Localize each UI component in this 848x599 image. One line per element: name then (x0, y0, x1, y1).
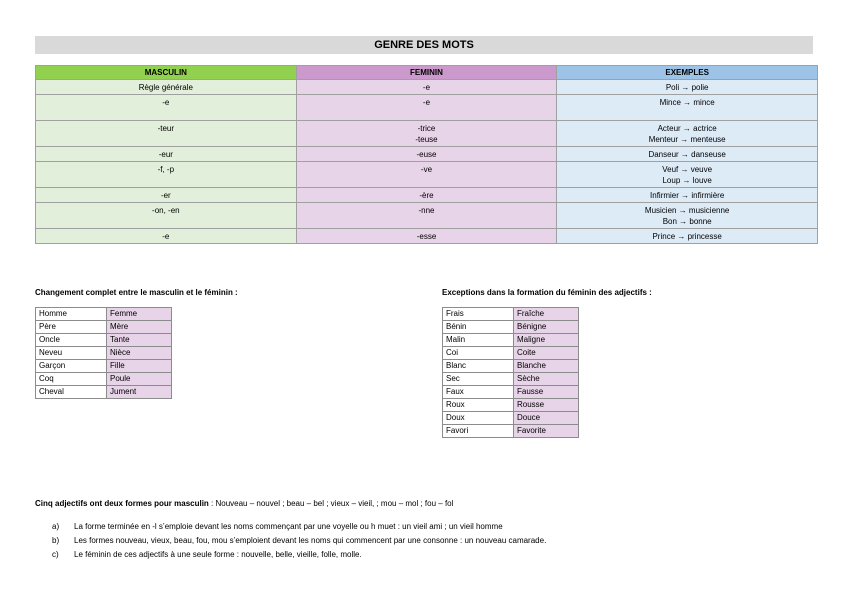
changement-feminin-cell: Mère (107, 321, 172, 334)
exception-feminin-cell: Favorite (514, 425, 579, 438)
changement-masculin-cell: Homme (36, 308, 107, 321)
table-row (36, 80, 818, 95)
feminin-cell (296, 162, 557, 188)
exemples-cell-line: Infirmier → infirmière (650, 191, 725, 200)
exception-feminin-cell: Fausse (514, 386, 579, 399)
exception-masculin-cell: Roux (443, 399, 514, 412)
exception-feminin-cell: Fraîche (514, 308, 579, 321)
changement-feminin-cell: Tante (107, 334, 172, 347)
exception-row (443, 360, 579, 373)
feminin-cell-line: -trice (417, 124, 436, 133)
table-row (36, 162, 818, 188)
masculin-cell-line: -eur (158, 150, 173, 159)
header-masculin: MASCULIN (36, 66, 297, 80)
exception-masculin-cell: Frais (443, 308, 514, 321)
exception-row (443, 425, 579, 438)
genre-table-header-row (36, 66, 818, 80)
feminin-cell (296, 229, 557, 244)
exception-row (443, 334, 579, 347)
feminin-cell (296, 121, 557, 147)
feminin-cell-line: -e (422, 83, 431, 92)
exception-feminin-cell: Maligne (514, 334, 579, 347)
note-text: Les formes nouveau, vieux, beau, fou, mou s’emploient devant les noms qui commencent par une consonne : un nouveau camarade. (74, 536, 547, 545)
exception-masculin-cell: Blanc (443, 360, 514, 373)
masculin-cell (36, 95, 297, 121)
exemples-cell-line: Musicien → musicienne (644, 206, 730, 215)
cinq-adjectifs-rest: : Nouveau – nouvel ; beau – bel ; vieux – vieil, ; mou – mol ; fou – fol (208, 499, 454, 508)
changement-masculin-cell: Cheval (36, 386, 107, 399)
note-item (52, 534, 546, 548)
notes-list (52, 520, 546, 562)
exception-feminin-cell: Blanche (514, 360, 579, 373)
exception-feminin-cell: Rousse (514, 399, 579, 412)
masculin-cell-line: -teur (157, 124, 175, 133)
exemples-cell-line: Veuf → veuve (662, 165, 713, 174)
feminin-cell-line: -nne (418, 206, 435, 215)
exception-row (443, 399, 579, 412)
note-letter: a) (52, 522, 60, 531)
changement-feminin-cell: Nièce (107, 347, 172, 360)
masculin-cell (36, 162, 297, 188)
page-title: GENRE DES MOTS (35, 36, 813, 54)
exception-row (443, 321, 579, 334)
table-row (36, 95, 818, 121)
feminin-cell (296, 188, 557, 203)
table-row (36, 121, 818, 147)
changement-row (36, 373, 172, 386)
masculin-cell (36, 147, 297, 162)
exemples-cell-line: Poli → polie (665, 83, 709, 92)
masculin-cell (36, 188, 297, 203)
exception-masculin-cell: Doux (443, 412, 514, 425)
masculin-cell-line: Règle générale (138, 83, 193, 92)
exemples-cell (557, 80, 818, 95)
exception-masculin-cell: Coi (443, 347, 514, 360)
changement-masculin-cell: Oncle (36, 334, 107, 347)
masculin-cell-line: -e (162, 232, 170, 241)
exemples-cell (557, 95, 818, 121)
note-text: La forme terminée en -l s’emploie devant les noms commençant par une voyelle ou h muet : un vieil ami ; un vieil homme (74, 522, 503, 531)
masculin-cell-line: -on, -en (152, 206, 180, 215)
exemples-cell-line: Mince → mince (659, 98, 715, 107)
header-exemples: EXEMPLES (557, 66, 818, 80)
table-row (36, 229, 818, 244)
exception-feminin-cell: Sèche (514, 373, 579, 386)
changement-feminin-cell: Poule (107, 373, 172, 386)
exception-row (443, 373, 579, 386)
exception-masculin-cell: Favori (443, 425, 514, 438)
note-letter: c) (52, 550, 59, 559)
changement-table (35, 307, 172, 399)
exception-feminin-cell: Douce (514, 412, 579, 425)
masculin-cell (36, 203, 297, 229)
cinq-adjectifs-bold: Cinq adjectifs ont deux formes pour masculin (35, 499, 209, 508)
masculin-cell (36, 121, 297, 147)
exemples-cell (557, 188, 818, 203)
changement-masculin-cell: Neveu (36, 347, 107, 360)
exemples-cell (557, 203, 818, 229)
changement-row (36, 360, 172, 373)
exceptions-heading: Exceptions dans la formation du féminin des adjectifs : (442, 288, 652, 297)
table-row (36, 203, 818, 229)
feminin-cell (296, 147, 557, 162)
exception-row (443, 347, 579, 360)
changement-masculin-cell: Coq (36, 373, 107, 386)
exemples-cell (557, 121, 818, 147)
changement-row (36, 334, 172, 347)
exemples-cell-line: Menteur → menteuse (648, 135, 726, 144)
feminin-cell-line: -esse (416, 232, 437, 241)
exception-masculin-cell: Bénin (443, 321, 514, 334)
exception-feminin-cell: Bénigne (514, 321, 579, 334)
changement-masculin-cell: Garçon (36, 360, 107, 373)
masculin-cell-line: -f, -p (157, 165, 175, 174)
changement-feminin-cell: Femme (107, 308, 172, 321)
table-row (36, 147, 818, 162)
exception-masculin-cell: Sec (443, 373, 514, 386)
exception-masculin-cell: Faux (443, 386, 514, 399)
exceptions-table (442, 307, 579, 438)
note-letter: b) (52, 536, 60, 545)
note-text: Le féminin de ces adjectifs à une seule forme : nouvelle, belle, vieille, folle, molle. (74, 550, 362, 559)
masculin-cell (36, 229, 297, 244)
table-row (36, 188, 818, 203)
note-item (52, 520, 546, 534)
genre-table (35, 65, 818, 244)
exemples-cell-line: Danseur → danseuse (648, 150, 726, 159)
feminin-cell (296, 80, 557, 95)
exception-feminin-cell: Coite (514, 347, 579, 360)
feminin-cell-line: -euse (416, 150, 437, 159)
exception-row (443, 386, 579, 399)
changement-feminin-cell: Fille (107, 360, 172, 373)
exemples-cell-line: Prince → princesse (652, 232, 722, 241)
feminin-cell-line: -ère (419, 191, 434, 200)
exception-row (443, 308, 579, 321)
feminin-cell-line: -teuse (415, 135, 438, 144)
changement-row (36, 308, 172, 321)
masculin-cell (36, 80, 297, 95)
changement-feminin-cell: Jument (107, 386, 172, 399)
masculin-cell-line: -er (160, 191, 171, 200)
feminin-cell (296, 203, 557, 229)
exemples-cell-line: Loup → louve (662, 176, 712, 185)
exception-row (443, 412, 579, 425)
exemples-cell (557, 162, 818, 188)
exemples-cell-line (559, 108, 815, 119)
changement-masculin-cell: Père (36, 321, 107, 334)
changement-row (36, 321, 172, 334)
exemples-cell (557, 229, 818, 244)
feminin-cell-line: -e (422, 98, 431, 107)
exemples-cell-line: Bon → bonne (662, 217, 712, 226)
header-feminin: FEMININ (296, 66, 557, 80)
changement-row (36, 347, 172, 360)
cinq-adjectifs-line (35, 499, 453, 508)
changement-heading: Changement complet entre le masculin et le féminin : (35, 288, 238, 297)
exemples-cell-line: Acteur → actrice (657, 124, 717, 133)
feminin-cell (296, 95, 557, 121)
genre-table-body (36, 80, 818, 244)
exemples-cell (557, 147, 818, 162)
exception-masculin-cell: Malin (443, 334, 514, 347)
masculin-cell-line: -e (162, 98, 170, 107)
feminin-cell-line: -ve (420, 165, 433, 174)
note-item (52, 548, 546, 562)
changement-row (36, 386, 172, 399)
